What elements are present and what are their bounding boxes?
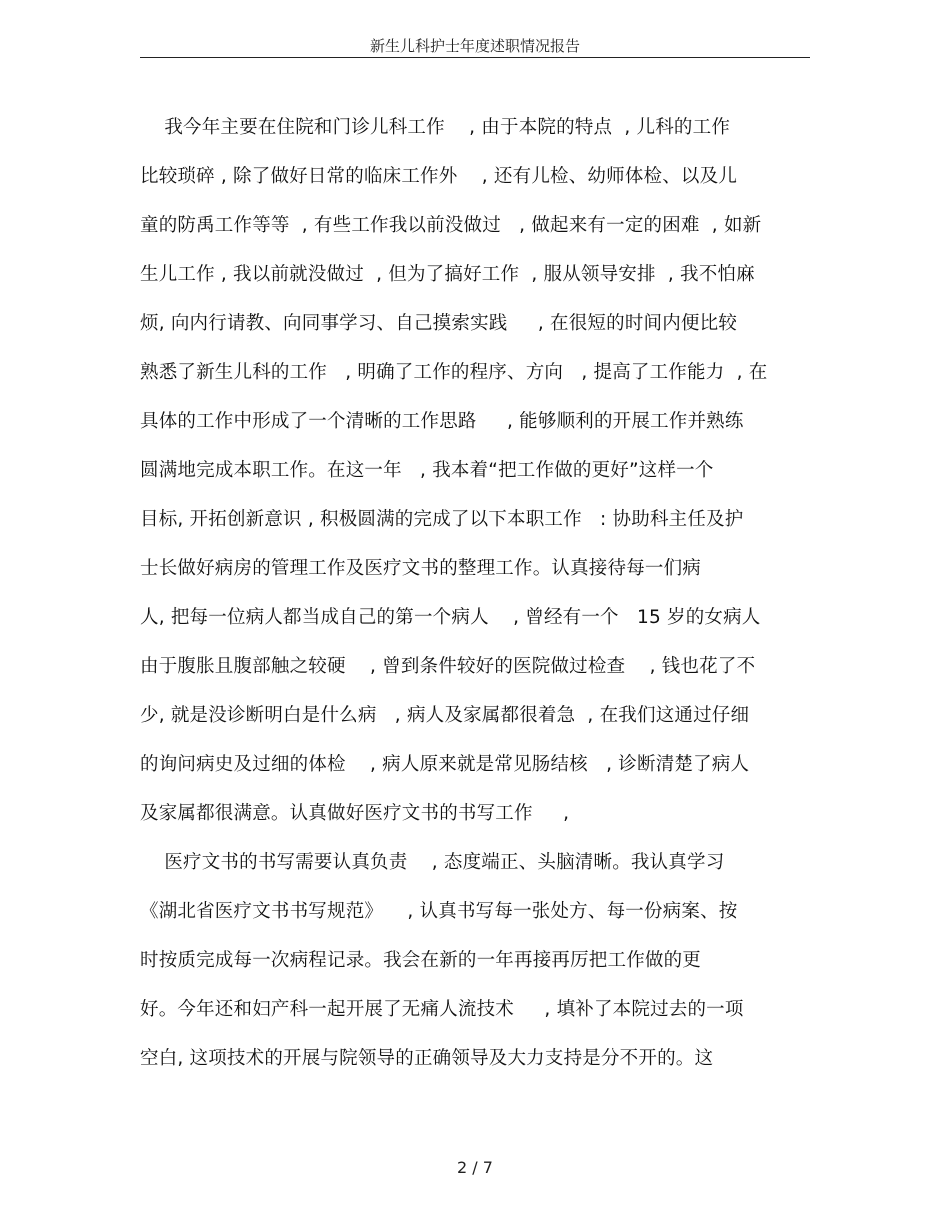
text-line: 的询问病史及过细的体检 , 病人原来就是常见肠结核 , 诊断清楚了病人 [140,754,750,775]
text-line: 好。今年还和妇产科一起开展了无痛人流技术 , 填补了本院过去的一项 [140,999,744,1020]
text-line: 我今年主要在住院和门诊儿科工作 , 由于本院的特点 , 儿科的工作 [140,117,731,138]
text-line: 具体的工作中形成了一个清晰的工作思路 , 能够顺利的开展工作并熟练 [140,411,744,432]
text-line: 圆满地完成本职工作。在这一年 , 我本着“把工作做的更好”这样一个 [140,460,714,481]
text-line: 生儿工作 , 我以前就没做过 , 但为了搞好工作 , 服从领导安排 , 我不怕麻 [140,264,755,285]
text-line: 由于腹胀且腹部触之较硬 , 曾到条件较好的医院做过检查 , 钱也花了不 [140,656,756,677]
text-line: 烦, 向内行请教、向同事学习、自己摸索实践 , 在很短的时间内便比较 [140,313,738,334]
text-line: 比较琐碎 , 除了做好日常的临床工作外 , 还有儿检、幼师体检、以及儿 [140,166,738,187]
text-line: 医疗文书的书写需要认真负责 , 态度端正、头脑清晰。我认真学习 [140,852,725,873]
text-line: 时按质完成每一次病程记录。我会在新的一年再接再厉把工作做的更 [140,950,702,971]
text-line: 士长做好病房的管理工作及医疗文书的整理工作。认真接待每一们病 [140,558,702,579]
text-line: 《湖北省医疗文书书写规范》 , 认真书写每一张处方、每一份病案、按 [140,901,738,922]
text-line: 空白, 这项技术的开展与院领导的正确领导及大力支持是分不开的。这 [140,1048,714,1069]
text-line: 少, 就是没诊断明白是什么病 , 病人及家属都很着急 , 在我们这通过仔细 [140,705,750,726]
text-line: 童的防禹工作等等 , 有些工作我以前没做过 , 做起来有一定的困难 , 如新 [140,215,762,236]
page-number: 2 / 7 [457,1158,493,1177]
text-line: 人, 把每一位病人都当成自己的第一个病人 , 曾经有一个 15 岁的女病人 [140,607,761,628]
text-line: 熟悉了新生儿科的工作 , 明确了工作的程序、方向 , 提高了工作能力 , 在 [140,362,768,383]
header-divider [140,57,810,58]
text-line: 及家属都很满意。认真做好医疗文书的书写工作 , [140,803,570,824]
page-header-title: 新生儿科护士年度述职情况报告 [369,37,580,55]
text-line: 目标, 开拓创新意识 , 积极圆满的完成了以下本职工作 : 协助科主任及护 [140,509,744,530]
